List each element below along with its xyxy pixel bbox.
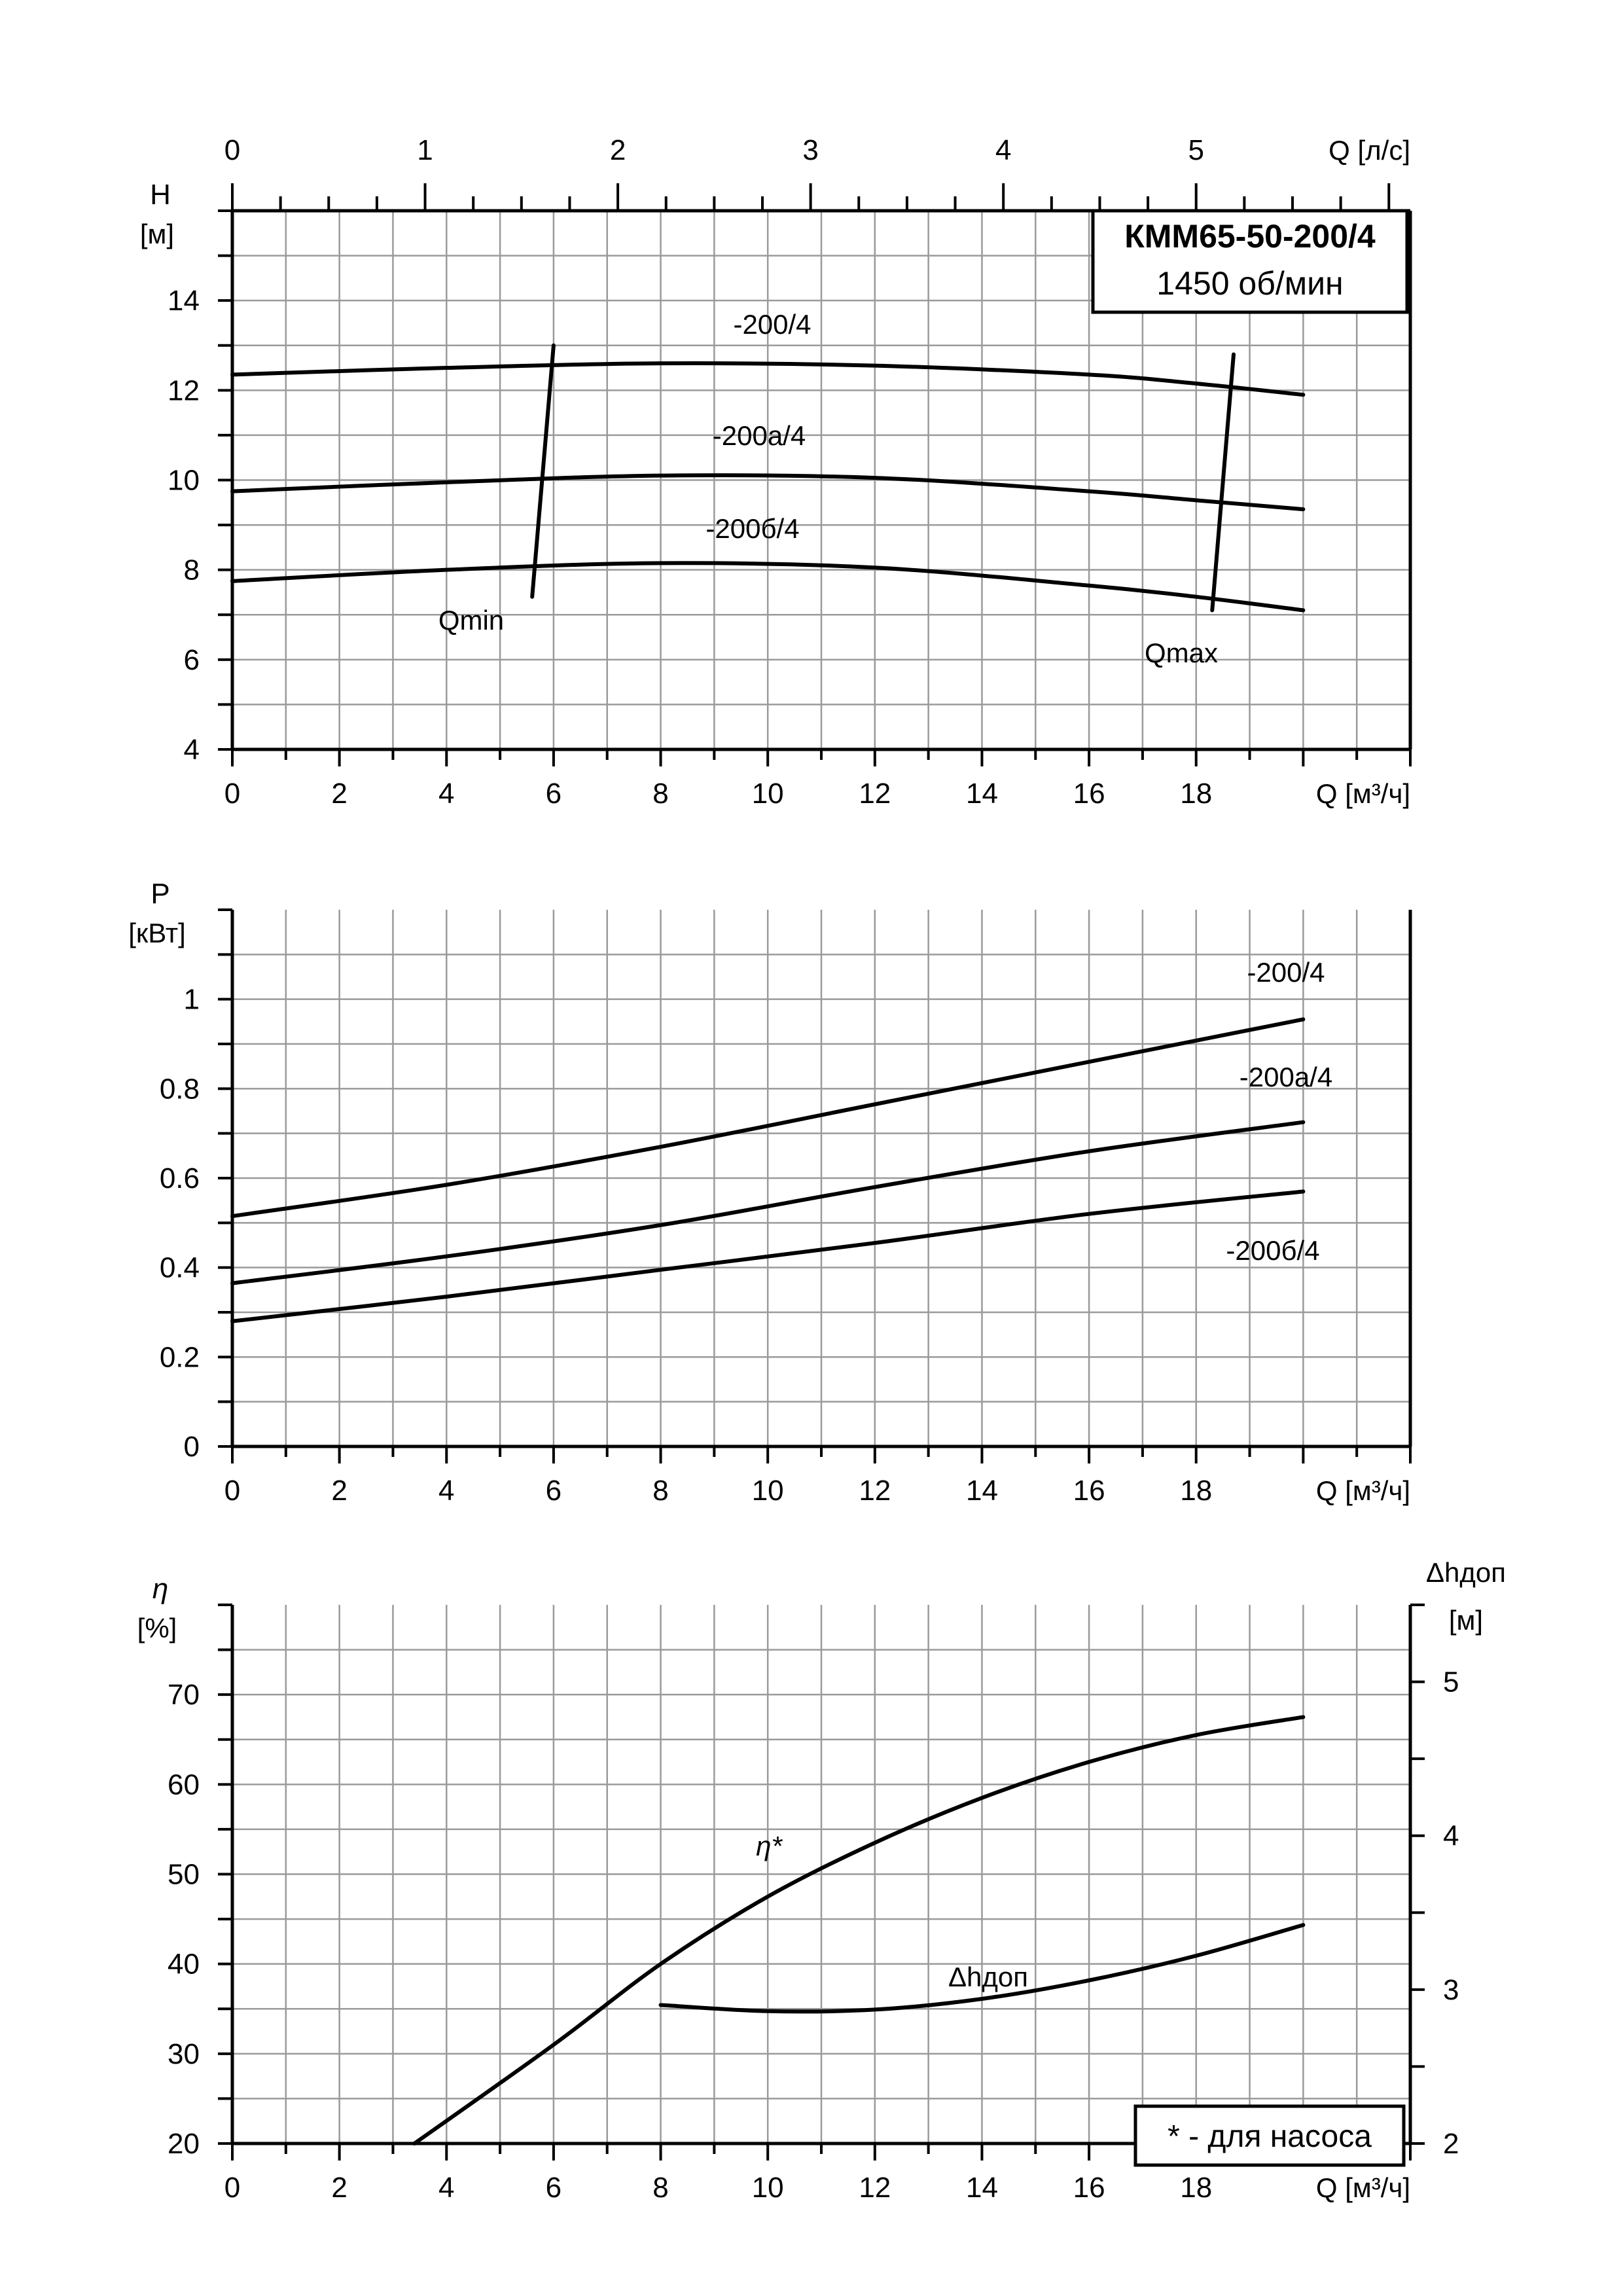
y-tick-label: 4 <box>183 734 200 766</box>
x-tick-label: 0 <box>224 1475 241 1507</box>
x-tick-label: 10 <box>751 1475 784 1507</box>
x-tick-label: 8 <box>652 1475 669 1507</box>
x-tick-label: 2 <box>331 778 348 810</box>
model-title: КММ65-50-200/4 <box>1124 218 1376 255</box>
y2-axis-label: Δhдоп <box>1425 1557 1507 1588</box>
series-label-1: η* <box>756 1831 782 1861</box>
x-tick-label: 16 <box>1073 2172 1105 2204</box>
y-tick-label: 60 <box>168 1768 200 1801</box>
power-chart <box>128 878 1410 1507</box>
x-tick-label: 4 <box>438 778 455 810</box>
y-tick-label: 6 <box>183 643 200 676</box>
y2-axis-unit: [м] <box>1448 1605 1484 1636</box>
x-tick-label: 0 <box>224 2172 241 2204</box>
y-tick-label: 0.4 <box>159 1251 200 1284</box>
y-tick-label: 70 <box>168 1679 200 1712</box>
y-tick-label: 12 <box>168 374 200 407</box>
x-tick-label: 18 <box>1180 778 1213 810</box>
series-curve-1 <box>414 1717 1303 2144</box>
y-tick-label: 8 <box>183 554 200 586</box>
x-tick-label: 10 <box>751 2172 784 2204</box>
top-axis-tick-label: 4 <box>995 134 1012 166</box>
x-axis-label: Q [м³/ч] <box>1315 778 1410 809</box>
series-label-3: -200б/4 <box>705 513 800 544</box>
x-tick-label: 6 <box>545 778 562 810</box>
top-axis-label: Q [л/с] <box>1329 135 1410 166</box>
limit-label-qmin: Qmin <box>438 605 505 636</box>
y-axis-label: P <box>151 878 170 910</box>
top-axis-tick-label: 1 <box>417 134 433 166</box>
y-tick-label: 0 <box>183 1431 200 1463</box>
x-tick-label: 2 <box>331 1475 348 1507</box>
y-tick-label: 30 <box>168 2037 200 2070</box>
y-axis-unit: [кВт] <box>128 918 186 948</box>
y2-tick-label: 2 <box>1443 2128 1459 2160</box>
x-tick-label: 8 <box>652 2172 669 2204</box>
series-label-3: -200б/4 <box>1226 1235 1320 1266</box>
speed-label: 1450 об/мин <box>1156 265 1344 302</box>
series-label-1: -200/4 <box>1247 957 1325 988</box>
x-tick-label: 16 <box>1073 1475 1105 1507</box>
top-axis-tick-label: 5 <box>1188 134 1204 166</box>
x-tick-label: 18 <box>1180 1475 1213 1507</box>
x-tick-label: 6 <box>545 1475 562 1507</box>
limit-line-qmax <box>1212 354 1234 610</box>
y-axis-label: H <box>150 179 171 211</box>
series-label-1: -200/4 <box>733 309 812 340</box>
y-tick-label: 14 <box>168 285 200 317</box>
x-tick-label: 14 <box>965 2172 998 2204</box>
limit-line-qmin <box>532 346 554 597</box>
y-tick-label: 10 <box>168 464 200 497</box>
x-tick-label: 12 <box>859 1475 891 1507</box>
x-tick-label: 0 <box>224 778 241 810</box>
top-axis-tick-label: 2 <box>609 134 626 166</box>
x-tick-label: 18 <box>1180 2172 1213 2204</box>
series-label-2: Δhдоп <box>948 1962 1029 1992</box>
x-tick-label: 14 <box>965 1475 998 1507</box>
y-tick-label: 20 <box>168 2128 200 2160</box>
x-tick-label: 6 <box>545 2172 562 2204</box>
top-axis-tick-label: 0 <box>224 134 241 166</box>
x-tick-label: 14 <box>965 778 998 810</box>
footnote-box <box>1135 2106 1404 2165</box>
y-axis-unit: [м] <box>139 219 175 249</box>
y2-tick-label: 5 <box>1443 1666 1459 1698</box>
x-tick-label: 2 <box>331 2172 348 2204</box>
x-tick-label: 12 <box>859 2172 891 2204</box>
x-tick-label: 12 <box>859 778 891 810</box>
series-label-2: -200а/4 <box>712 420 806 451</box>
y-axis-unit: [%] <box>137 1613 177 1643</box>
x-axis-label: Q [м³/ч] <box>1315 2172 1410 2203</box>
limit-label-qmax: Qmax <box>1144 637 1219 668</box>
x-tick-label: 16 <box>1073 778 1105 810</box>
y-tick-label: 0.2 <box>159 1341 200 1374</box>
y-axis-label: η <box>152 1573 169 1605</box>
x-tick-label: 8 <box>652 778 669 810</box>
y-tick-label: 1 <box>183 983 200 1016</box>
top-axis-tick-label: 3 <box>802 134 819 166</box>
y-tick-label: 50 <box>168 1858 200 1891</box>
x-axis-label: Q [м³/ч] <box>1315 1475 1410 1506</box>
title-box <box>1093 211 1407 312</box>
series-label-2: -200а/4 <box>1239 1062 1333 1092</box>
y-tick-label: 0.8 <box>159 1073 200 1105</box>
x-tick-label: 10 <box>751 778 784 810</box>
y2-tick-label: 3 <box>1443 1973 1459 2006</box>
y-tick-label: 40 <box>168 1948 200 1981</box>
x-tick-label: 4 <box>438 1475 455 1507</box>
y-tick-label: 0.6 <box>159 1162 200 1194</box>
x-tick-label: 4 <box>438 2172 455 2204</box>
y2-tick-label: 4 <box>1443 1820 1459 1852</box>
footnote-text: * - для насоса <box>1168 2119 1372 2154</box>
